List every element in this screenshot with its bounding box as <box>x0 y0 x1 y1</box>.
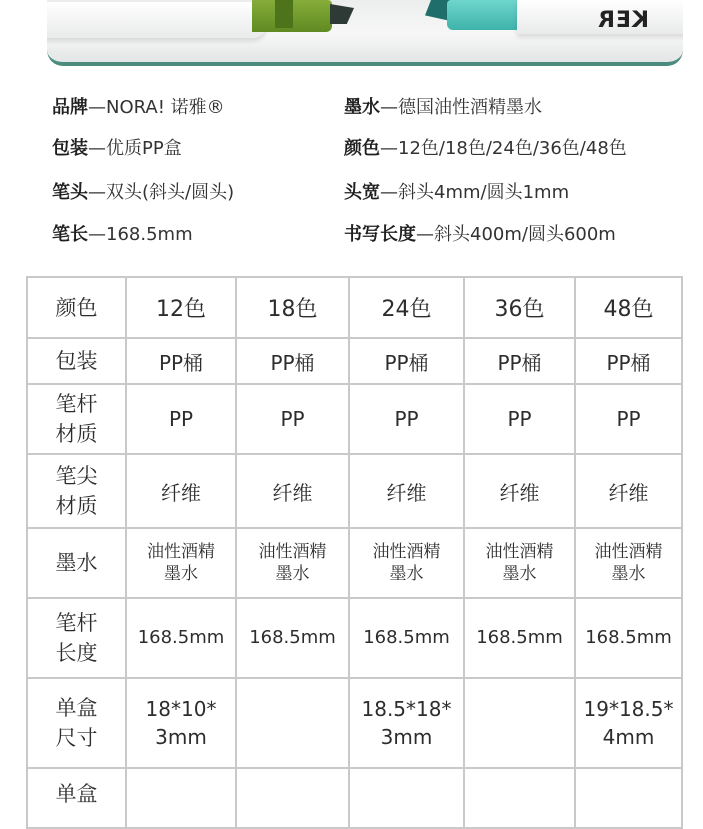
spec-value: 优质PP盒 <box>106 138 182 159</box>
spec-value: 斜头4mm/圆头1mm <box>398 182 570 203</box>
spec-value: 斜头400m/圆头600m <box>434 224 616 245</box>
table-row-ink <box>27 528 682 598</box>
table-cell: 12色 <box>126 277 236 338</box>
row-header: 笔尖 材质 <box>27 454 126 528</box>
table-cell-empty <box>349 768 464 828</box>
spec-table <box>26 276 683 829</box>
table-cell: PP <box>464 384 575 454</box>
spec-length <box>52 223 193 247</box>
table-cell: 18.5*18* 3mm <box>349 678 464 768</box>
spec-key: 书写长度 <box>344 224 416 245</box>
table-row-box-partial <box>27 768 682 828</box>
row-header: 墨水 <box>27 528 126 598</box>
table-cell: 油性酒精 墨水 <box>349 528 464 598</box>
table-cell: 168.5mm <box>236 598 349 678</box>
marker-left-barrel <box>47 2 267 38</box>
table-row-color <box>27 277 682 338</box>
marker-left-cap-ring <box>275 0 293 28</box>
table-cell: 19*18.5* 4mm <box>575 678 682 768</box>
spec-key: 笔头 <box>52 182 88 203</box>
spec-key: 头宽 <box>344 182 380 203</box>
spec-value: NORA! 诺雅® <box>106 97 225 118</box>
spec-dash: — <box>88 182 106 203</box>
table-cell: 纤维 <box>126 454 236 528</box>
spec-packaging <box>52 137 182 161</box>
table-cell: 36色 <box>464 277 575 338</box>
spec-nib <box>52 181 234 205</box>
table-cell: PP桶 <box>575 338 682 384</box>
table-cell: 168.5mm <box>575 598 682 678</box>
table-cell-empty <box>236 768 349 828</box>
table-cell: 纤维 <box>464 454 575 528</box>
table-cell-empty <box>126 768 236 828</box>
spec-key: 包装 <box>52 138 88 159</box>
table-cell: PP桶 <box>349 338 464 384</box>
spec-ink <box>344 96 542 120</box>
spec-key: 品牌 <box>52 97 88 118</box>
table-cell: 18色 <box>236 277 349 338</box>
table-cell: 油性酒精 墨水 <box>575 528 682 598</box>
spec-value: 德国油性酒精墨水 <box>398 97 542 118</box>
table-row-barrel-length <box>27 598 682 678</box>
spec-colors <box>344 137 627 161</box>
spec-value: 168.5mm <box>106 224 193 245</box>
spec-brand <box>52 96 225 120</box>
table-cell-empty <box>464 768 575 828</box>
spec-dash: — <box>88 97 106 118</box>
table-cell: 纤维 <box>236 454 349 528</box>
spec-dash: — <box>380 182 398 203</box>
row-header: 包装 <box>27 338 126 384</box>
table-cell: PP <box>349 384 464 454</box>
table-row-box-size <box>27 678 682 768</box>
table-cell: PP桶 <box>126 338 236 384</box>
table-cell: 油性酒精 墨水 <box>464 528 575 598</box>
table-row-packaging <box>27 338 682 384</box>
spec-tip-width <box>344 181 569 205</box>
row-header: 笔杆 材质 <box>27 384 126 454</box>
table-cell: PP <box>575 384 682 454</box>
marker-right-teal-cap <box>447 0 519 30</box>
table-cell: 48色 <box>575 277 682 338</box>
row-header: 笔杆 长度 <box>27 598 126 678</box>
product-photo <box>47 0 683 66</box>
table-cell: 油性酒精 墨水 <box>126 528 236 598</box>
row-header: 单盒 尺寸 <box>27 678 126 768</box>
table-cell: PP <box>126 384 236 454</box>
table-cell: PP <box>236 384 349 454</box>
table-cell: 168.5mm <box>349 598 464 678</box>
table-cell: 油性酒精 墨水 <box>236 528 349 598</box>
table-cell-empty <box>464 678 575 768</box>
table-cell: 18*10* 3mm <box>126 678 236 768</box>
spec-dash: — <box>88 138 106 159</box>
spec-dash: — <box>380 97 398 118</box>
table-row-tip-material <box>27 454 682 528</box>
spec-key: 笔长 <box>52 224 88 245</box>
marker-brand-text: KER <box>597 8 650 33</box>
marker-left-chisel-tip <box>330 4 354 24</box>
spec-dash: — <box>416 224 434 245</box>
table-row-barrel-material <box>27 384 682 454</box>
spec-key: 墨水 <box>344 97 380 118</box>
table-cell: 纤维 <box>349 454 464 528</box>
row-header: 颜色 <box>27 277 126 338</box>
table-cell: 168.5mm <box>464 598 575 678</box>
spec-value: 双头(斜头/圆头) <box>106 182 235 203</box>
table-cell: PP桶 <box>464 338 575 384</box>
spec-dash: — <box>88 224 106 245</box>
table-cell: PP桶 <box>236 338 349 384</box>
table-cell-empty <box>236 678 349 768</box>
row-header: 单盒 <box>27 768 126 828</box>
table-cell-empty <box>575 768 682 828</box>
spec-dash: — <box>380 138 398 159</box>
table-cell: 24色 <box>349 277 464 338</box>
table-cell: 168.5mm <box>126 598 236 678</box>
spec-writing-length <box>344 223 616 247</box>
table-cell: 纤维 <box>575 454 682 528</box>
spec-value: 12色/18色/24色/36色/48色 <box>398 138 627 159</box>
spec-key: 颜色 <box>344 138 380 159</box>
